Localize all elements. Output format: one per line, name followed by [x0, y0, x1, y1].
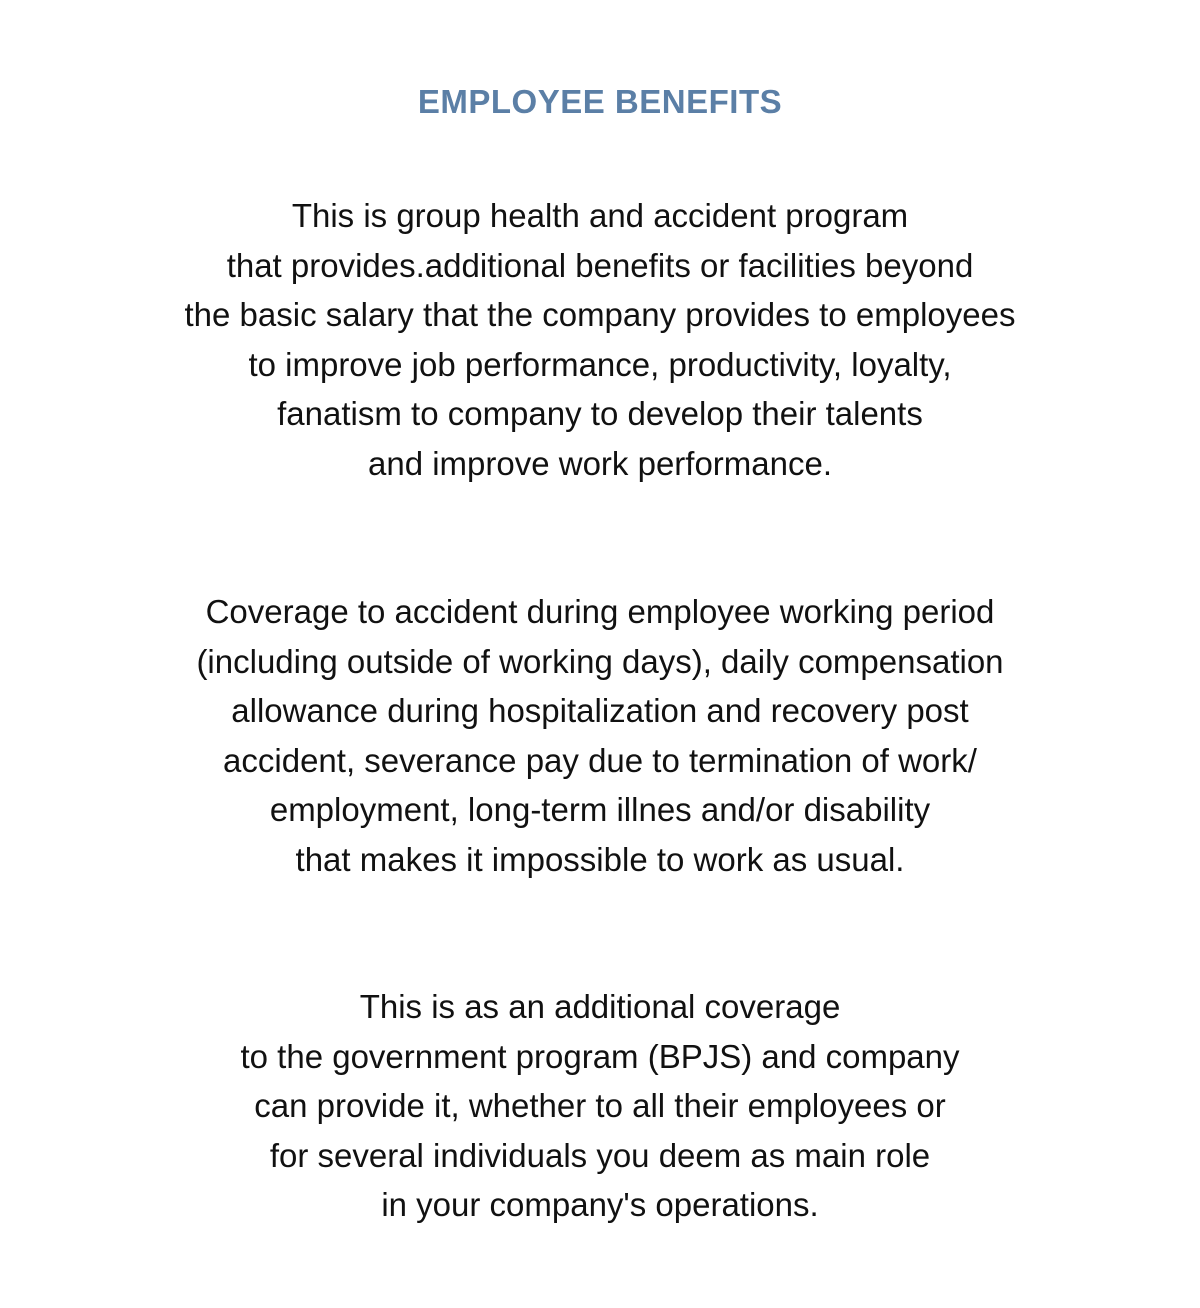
paragraph-line: that makes it impossible to work as usual.	[295, 840, 905, 878]
paragraph-coverage	[0, 587, 1200, 885]
paragraph-line: allowance during hospitalization and recovery post	[231, 692, 969, 730]
paragraph-additional-coverage	[0, 982, 1200, 1230]
paragraph-line: the basic salary that the company provides to employees	[184, 296, 1016, 334]
paragraph-line: accident, severance pay due to termination of work/	[223, 741, 977, 779]
paragraph-line: This is as an additional coverage	[359, 988, 841, 1025]
paragraph-line: in your company's operations.	[381, 1186, 819, 1224]
paragraph-line: that provides.additional benefits or facilities beyond	[226, 246, 974, 284]
paragraph-line: to the government program (BPJS) and company	[240, 1037, 960, 1075]
paragraph-group-health-program	[0, 191, 1200, 489]
paragraph-line: (including outside of working days), daily compensation	[196, 642, 1004, 680]
paragraph-line: for several individuals you deem as main role	[269, 1136, 931, 1174]
paragraph-line: to improve job performance, productivity, loyalty,	[248, 345, 952, 383]
paragraph-line: Coverage to accident during employee working period	[205, 593, 995, 630]
paragraph-line: and improve work performance.	[367, 444, 833, 482]
paragraph-line: fanatism to company to develop their talents	[277, 395, 923, 433]
paragraph-line: This is group health and accident program	[291, 197, 909, 234]
paragraph-line: can provide it, whether to all their employees or	[254, 1087, 946, 1125]
paragraph-line: employment, long-term illnes and/or disability	[269, 791, 931, 829]
page-title: EMPLOYEE BENEFITS	[417, 83, 783, 120]
